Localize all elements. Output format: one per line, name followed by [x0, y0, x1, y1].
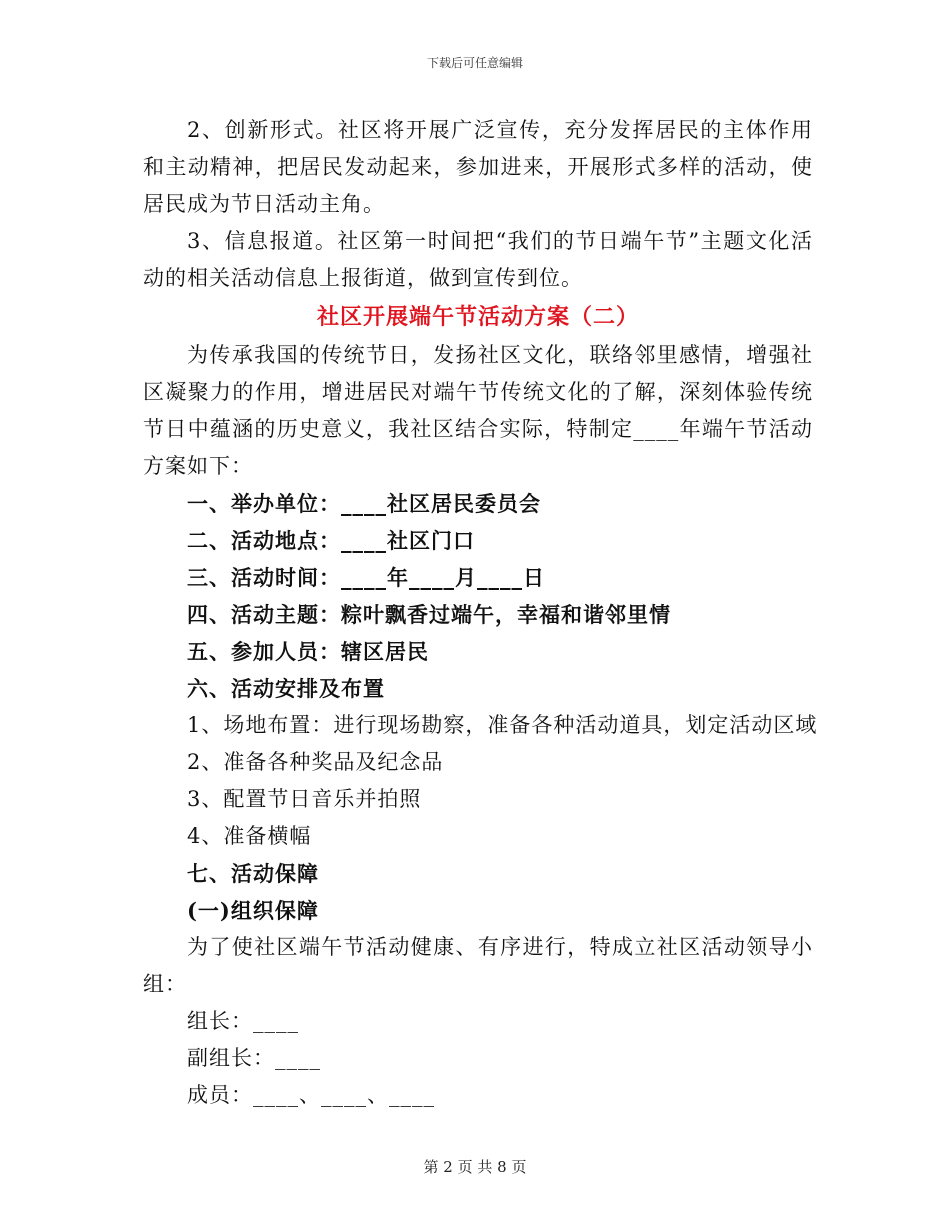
arrangement-item-3: 3、配置节日音乐并拍照: [187, 787, 422, 811]
item-participants: 五、参加人员：辖区居民: [187, 639, 429, 664]
section-title: 社区开展端午节活动方案（二）: [316, 304, 639, 330]
item-location: 二、活动地点：____社区门口: [187, 528, 475, 553]
paragraph-innovation: 2、创新形式。社区将开展广泛宣传，充分发挥居民的主体作用和主动精神，把居民发动起来，参加进来，开展形式多样的活动，使居民成为节日活动主角。: [143, 118, 813, 216]
item-theme: 四、活动主题：粽叶飘香过端午，幸福和谐邻里情: [187, 602, 671, 627]
role-members: 成员：____、____、____: [187, 1083, 435, 1107]
document-body: [143, 112, 818, 1114]
paragraph-reporting: 3、信息报道。社区第一时间把“我们的节日端午节”主题文化活动的相关活动信息上报街道，做到宣传到位。: [143, 229, 813, 290]
role-deputy-leader: 副组长：____: [187, 1046, 321, 1070]
item-arrangement: 六、活动安排及布置: [187, 676, 385, 701]
item-org-guarantee: (一)组织保障: [187, 898, 319, 923]
item-organizer: 一、举办单位：____社区居民委员会: [187, 491, 541, 516]
item-time: 三、活动时间：____年____月____日: [187, 565, 545, 590]
arrangement-item-2: 2、准备各种奖品及纪念品: [187, 750, 444, 774]
org-paragraph: 为了使社区端午节活动健康、有序进行，特成立社区活动领导小组：: [143, 935, 813, 996]
item-guarantee: 七、活动保障: [187, 861, 319, 886]
arrangement-item-1: 1、场地布置：进行现场勘察，准备各种活动道具，划定活动区域: [187, 713, 818, 737]
intro-paragraph: 为传承我国的传统节日，发扬社区文化，联络邻里感情，增强社区凝聚力的作用，增进居民对端午节传统文化的了解，深刻体验传统节日中蕴涵的历史意义，我社区结合实际，特制定____年端午节活动方案如下：: [143, 343, 813, 478]
page-header: 下载后可任意编辑: [426, 56, 523, 70]
role-leader: 组长：____: [187, 1009, 299, 1033]
arrangement-item-4: 4、准备横幅: [187, 824, 312, 848]
page-footer: 第 2 页 共 8 页: [423, 1158, 527, 1176]
